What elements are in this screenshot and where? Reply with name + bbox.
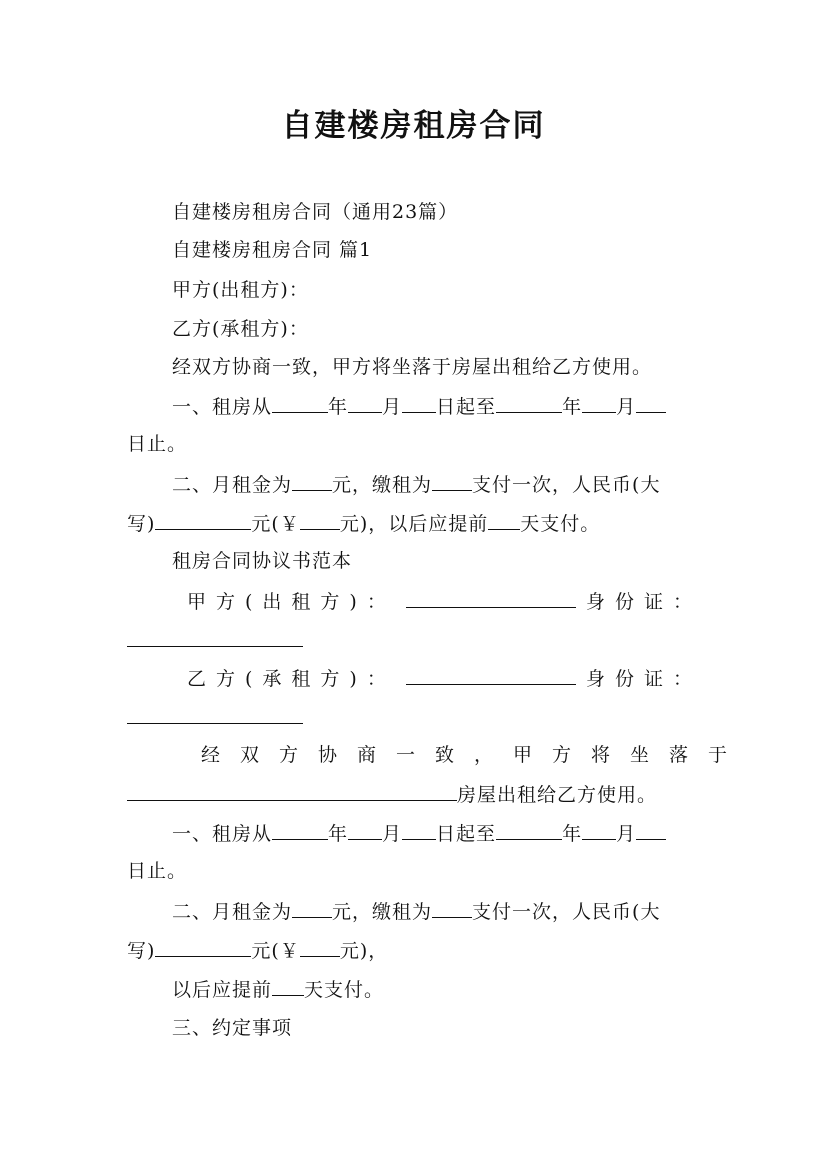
- term-text: 年: [328, 823, 349, 845]
- intro-paragraph: 经双方协商一致，甲方将坐落于房屋出租给乙方使用。: [172, 356, 653, 378]
- term-text: 年: [562, 396, 583, 418]
- rent-text: 元(￥: [251, 940, 300, 962]
- blank-field: [488, 509, 520, 530]
- blank-field: [348, 392, 382, 413]
- payment-notice: [172, 975, 702, 1004]
- term-text: 月: [616, 823, 637, 845]
- rent-clause-cont: [127, 509, 702, 538]
- blank-field: [582, 819, 616, 840]
- document-title: 自建楼房租房合同: [281, 108, 546, 144]
- term-text: 月: [382, 396, 403, 418]
- contract-heading: 自建楼房租房合同（通用23篇）: [172, 201, 459, 223]
- rent-clause: [172, 470, 702, 499]
- term-text: 年: [562, 823, 583, 845]
- term-end-2: 日止。: [127, 860, 188, 882]
- rent-text: 元(￥: [251, 513, 300, 535]
- term-end: 日止。: [127, 433, 188, 455]
- template-heading: 租房合同协议书范本: [172, 550, 353, 572]
- rent-text: 元)，: [339, 940, 389, 962]
- rent-text: 天支付。: [520, 513, 601, 535]
- payment-text: 天支付。: [304, 979, 385, 1001]
- term-text: 月: [616, 396, 637, 418]
- intro-paragraph-2: 经双方协商一致，甲方将坐落于: [201, 744, 748, 766]
- blank-field: [272, 819, 328, 840]
- blank-field: [636, 392, 666, 413]
- party-a-row: [187, 587, 702, 616]
- blank-field: [272, 975, 304, 996]
- id-blank-row: [127, 626, 702, 655]
- blank-field: [292, 470, 332, 491]
- rent-text: 支付一次，人民币(大: [472, 474, 661, 496]
- blank-field: [300, 509, 340, 530]
- intro-paragraph-2-cont: [127, 780, 702, 809]
- party-b-row: [187, 664, 702, 693]
- blank-field: [300, 936, 340, 957]
- rent-text: 写): [127, 513, 156, 535]
- blank-field: [155, 936, 251, 957]
- term-text: 月: [382, 823, 403, 845]
- blank-field: [127, 780, 457, 801]
- blank-field: [127, 626, 303, 647]
- rent-clause-2-cont: [127, 936, 702, 965]
- id-label: 身份证：: [585, 591, 702, 613]
- blank-field: [636, 819, 666, 840]
- payment-text: 以后应提前: [172, 979, 273, 1001]
- rent-text: 写): [127, 940, 156, 962]
- rent-text: 元)，以后应提前: [339, 513, 489, 535]
- rent-text: 二、月租金为: [172, 474, 293, 496]
- blank-field: [496, 392, 562, 413]
- party-a-text: 甲方(出租方)：: [187, 591, 396, 613]
- blank-field: [348, 819, 382, 840]
- rent-text: 支付一次，人民币(大: [472, 901, 661, 923]
- blank-field: [402, 819, 436, 840]
- rent-text: 二、月租金为: [172, 901, 293, 923]
- blank-field: [406, 587, 576, 608]
- rent-clause-2: [172, 897, 702, 926]
- term-text: 日起至: [436, 823, 497, 845]
- term-clause-2: [172, 819, 702, 848]
- blank-field: [272, 392, 328, 413]
- blank-field: [582, 392, 616, 413]
- id-label: 身份证：: [585, 668, 702, 690]
- rent-text: 元，缴租为: [332, 901, 433, 923]
- party-b-label: 乙方(承租方)：: [172, 318, 309, 340]
- blank-field: [155, 509, 251, 530]
- agreement-section-heading: 三、约定事项: [172, 1017, 293, 1039]
- intro-text: 房屋出租给乙方使用。: [457, 784, 658, 806]
- term-text: 一、租房从: [172, 823, 273, 845]
- section-heading: 自建楼房租房合同 篇1: [172, 239, 373, 261]
- blank-field: [127, 703, 303, 724]
- term-text: 一、租房从: [172, 396, 273, 418]
- id-blank-row: [127, 703, 702, 732]
- blank-field: [402, 392, 436, 413]
- rent-text: 元，缴租为: [332, 474, 433, 496]
- term-clause: [172, 392, 702, 421]
- blank-field: [432, 470, 472, 491]
- term-text: 年: [328, 396, 349, 418]
- blank-field: [292, 897, 332, 918]
- term-text: 日起至: [436, 396, 497, 418]
- party-b-text: 乙方(承租方)：: [187, 668, 396, 690]
- blank-field: [432, 897, 472, 918]
- blank-field: [496, 819, 562, 840]
- party-a-label: 甲方(出租方)：: [172, 279, 309, 301]
- blank-field: [406, 664, 576, 685]
